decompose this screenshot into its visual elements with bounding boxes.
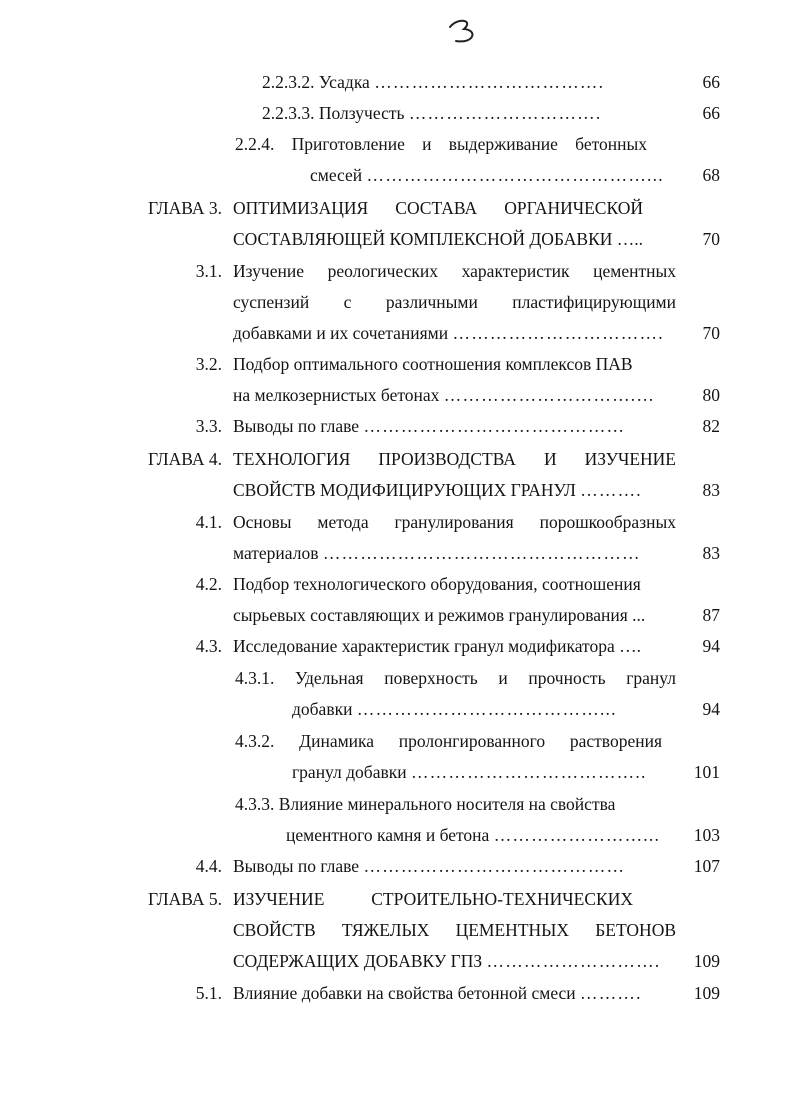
toc-entry-leader-dots: ………………………….: [408, 103, 602, 123]
toc-entry: [0, 224, 793, 255]
toc-entry-title: [233, 287, 676, 318]
toc-entry: [0, 851, 793, 882]
toc-entry-text: СВОЙСТВ ТЯЖЕЛЫХ ЦЕМЕНТНЫХ БЕТОНОВ: [233, 920, 676, 940]
toc-entry-leader-dots: ……….: [580, 480, 642, 500]
toc-entry-text: добавки: [292, 699, 353, 719]
toc-entry-page: 87: [702, 605, 720, 625]
toc-entry: [0, 631, 793, 662]
toc-entry-text: Исследование характеристик гранул модификатора ….: [233, 636, 641, 656]
toc-entry: [0, 946, 793, 977]
toc-entry-text: на мелкозернистых бетонах: [233, 385, 440, 405]
toc-entry-page: 82: [702, 416, 720, 436]
toc-entry-page: 70: [702, 323, 720, 343]
toc-entry-title: [233, 380, 680, 411]
toc-entry-title: [233, 600, 680, 631]
toc-entry-text: ОПТИМИЗАЦИЯ СОСТАВА ОРГАНИЧЕСКОЙ: [233, 198, 643, 218]
toc-entry-title: [233, 318, 680, 349]
toc-entry-text: цементного камня и бетона: [286, 825, 490, 845]
toc-entry-title: [286, 820, 680, 851]
toc-entry: [0, 444, 793, 475]
toc-entry-leader-dots: ………………………………..: [410, 762, 647, 782]
toc-entry-text: сырьевых составляющих и режимов гранулирования ...: [233, 605, 646, 625]
toc-entry-text: суспензий с различными пластифицирующими: [233, 292, 676, 312]
toc-entry-leader-dots: ……………………….: [486, 951, 661, 971]
toc-entry-text: 2.2.3.2. Усадка: [262, 72, 370, 92]
toc-entry-number: 3.1.: [195, 261, 222, 281]
toc-entry-page: 103: [693, 825, 720, 845]
toc-entry-number: 4.3.: [195, 636, 222, 656]
toc-entry-number: 4.2.: [195, 574, 222, 594]
toc-entry-title: [262, 98, 680, 129]
toc-entry: [0, 884, 793, 915]
toc-entry-leader-dots: ……………………………….: [374, 72, 605, 92]
toc-entry-title: [235, 129, 647, 160]
toc-entry-page: 70: [702, 229, 720, 249]
toc-entry-text: 4.3.2. Динамика пролонгированного растворения: [235, 731, 662, 751]
toc-entry-number: 4.1.: [195, 512, 222, 532]
toc-entry-title: [233, 349, 680, 380]
toc-entry-title: [235, 789, 655, 820]
toc-entry-text: добавками и их сочетаниями: [233, 323, 449, 343]
toc-entry: [0, 757, 793, 788]
toc-entry-page: 101: [693, 762, 720, 782]
toc-entry-leader-dots: ……….: [580, 983, 642, 1003]
toc-entry-page: 94: [702, 699, 720, 719]
toc-entry-title: [233, 256, 676, 287]
page-number-mark: [440, 14, 490, 50]
toc-entry-title: [233, 851, 680, 882]
toc-entry: [0, 67, 793, 98]
toc-entry: [0, 380, 793, 411]
toc-entry-page: 94: [702, 636, 720, 656]
toc-entry-text: материалов: [233, 543, 319, 563]
toc-entry-text: СОДЕРЖАЩИХ ДОБАВКУ ГПЗ: [233, 951, 483, 971]
toc-entry-title: [292, 694, 680, 725]
toc-entry-title: [233, 475, 680, 506]
toc-entry: [0, 287, 793, 318]
toc-entry: [0, 600, 793, 631]
toc-entry-page: 107: [693, 856, 720, 876]
toc-entry: [0, 193, 793, 224]
toc-entry-leader-dots: ……………………………………………: [322, 543, 641, 563]
toc-entry: [0, 318, 793, 349]
toc-entry-text: СОСТАВЛЯЮЩЕЙ КОМПЛЕКСНОЙ ДОБАВКИ …..: [233, 229, 644, 249]
toc-entry-page: 83: [702, 480, 720, 500]
toc-entry-leader-dots: ……………………………………: [363, 856, 626, 876]
toc-entry: [0, 475, 793, 506]
toc-entry-number: 3.3.: [195, 416, 222, 436]
toc-entry-text: 4.3.1. Удельная поверхность и прочность гранул: [235, 668, 676, 688]
toc-entry-text: Влияние добавки на свойства бетонной смеси: [233, 983, 576, 1003]
toc-entry-title: [233, 411, 680, 442]
toc-entry-title: [233, 444, 676, 475]
toc-entry-leader-dots: …………………………………...: [356, 699, 617, 719]
toc-entry-title: [235, 663, 676, 694]
toc-entry-number: ГЛАВА 4.: [147, 449, 222, 469]
toc-entry-text: ТЕХНОЛОГИЯ ПРОИЗВОДСТВА И ИЗУЧЕНИЕ: [233, 449, 676, 469]
toc-entry-page: 109: [693, 951, 720, 971]
toc-entry-title: [235, 726, 662, 757]
toc-entry-title: [233, 915, 676, 946]
toc-entry-text: СВОЙСТВ МОДИФИЦИРУЮЩИХ ГРАНУЛ: [233, 480, 576, 500]
toc-entry: [0, 160, 793, 191]
toc-entry-text: Основы метода гранулирования порошкообразных: [233, 512, 676, 532]
toc-entry-page: 66: [702, 103, 720, 123]
toc-entry-leader-dots: …………………………….: [452, 323, 664, 343]
toc-entry-text: гранул добавки: [292, 762, 407, 782]
toc-entry: [0, 129, 793, 160]
toc-entry-page: 66: [702, 72, 720, 92]
toc-entry-text: 2.2.3.3. Ползучесть: [262, 103, 405, 123]
toc-entry-text: Выводы по главе: [233, 856, 360, 876]
toc-entry-page: 83: [702, 543, 720, 563]
toc-entry: [0, 820, 793, 851]
toc-entry-title: [292, 757, 680, 788]
toc-entry-text: Подбор технологического оборудования, соотношения: [233, 574, 641, 594]
toc-entry-title: [262, 67, 680, 98]
toc-entry-title: [233, 538, 680, 569]
toc-entry: [0, 538, 793, 569]
toc-entry-title: [233, 507, 676, 538]
toc-entry-title: [233, 884, 633, 915]
toc-entry-leader-dots: ……………………………………: [363, 416, 626, 436]
handwritten-page-number: [440, 14, 490, 50]
toc-entry: [0, 569, 793, 600]
toc-entry: [0, 978, 793, 1009]
toc-entry-text: Выводы по главе: [233, 416, 360, 436]
toc-entry-number: ГЛАВА 5.: [147, 889, 222, 909]
toc-entry-title: [233, 946, 680, 977]
toc-entry-text: Изучение реологических характеристик цементных: [233, 261, 676, 281]
toc-entry-page: 109: [693, 983, 720, 1003]
toc-entry: [0, 663, 793, 694]
toc-entry: [0, 915, 793, 946]
toc-entry-text: 2.2.4. Приготовление и выдерживание бетонных: [235, 134, 647, 154]
toc-entry-text: Подбор оптимального соотношения комплексов ПАВ: [233, 354, 633, 374]
toc-entry: [0, 411, 793, 442]
toc-entry: [0, 256, 793, 287]
toc-entry-leader-dots: ………………………….…: [443, 385, 656, 405]
toc-entry-title: [233, 978, 680, 1009]
toc-entry-title: [310, 160, 680, 191]
toc-entry: [0, 349, 793, 380]
toc-entry: [0, 507, 793, 538]
toc-entry-text: 4.3.3. Влияние минерального носителя на свойства: [235, 794, 616, 814]
toc-entry-title: [233, 193, 643, 224]
toc-entry: [0, 694, 793, 725]
toc-entry-text: смесей: [310, 165, 363, 185]
toc-entry-page: 80: [702, 385, 720, 405]
toc-entry-text: ИЗУЧЕНИЕ СТРОИТЕЛЬНО-ТЕХНИЧЕСКИХ: [233, 889, 633, 909]
toc-entry: [0, 789, 793, 820]
toc-entry: [0, 726, 793, 757]
toc-entry-number: 3.2.: [195, 354, 222, 374]
toc-entry-title: [233, 224, 680, 255]
toc-entry-title: [233, 569, 680, 600]
toc-entry-leader-dots: ……………………...: [493, 825, 661, 845]
toc-entry-leader-dots: ………………………………………...: [366, 165, 664, 185]
toc-entry-number: ГЛАВА 3.: [147, 198, 222, 218]
toc-entry-number: 5.1.: [195, 983, 222, 1003]
toc-entry-number: 4.4.: [195, 856, 222, 876]
toc-entry: [0, 98, 793, 129]
toc-entry-page: 68: [702, 165, 720, 185]
toc-entry-title: [233, 631, 680, 662]
